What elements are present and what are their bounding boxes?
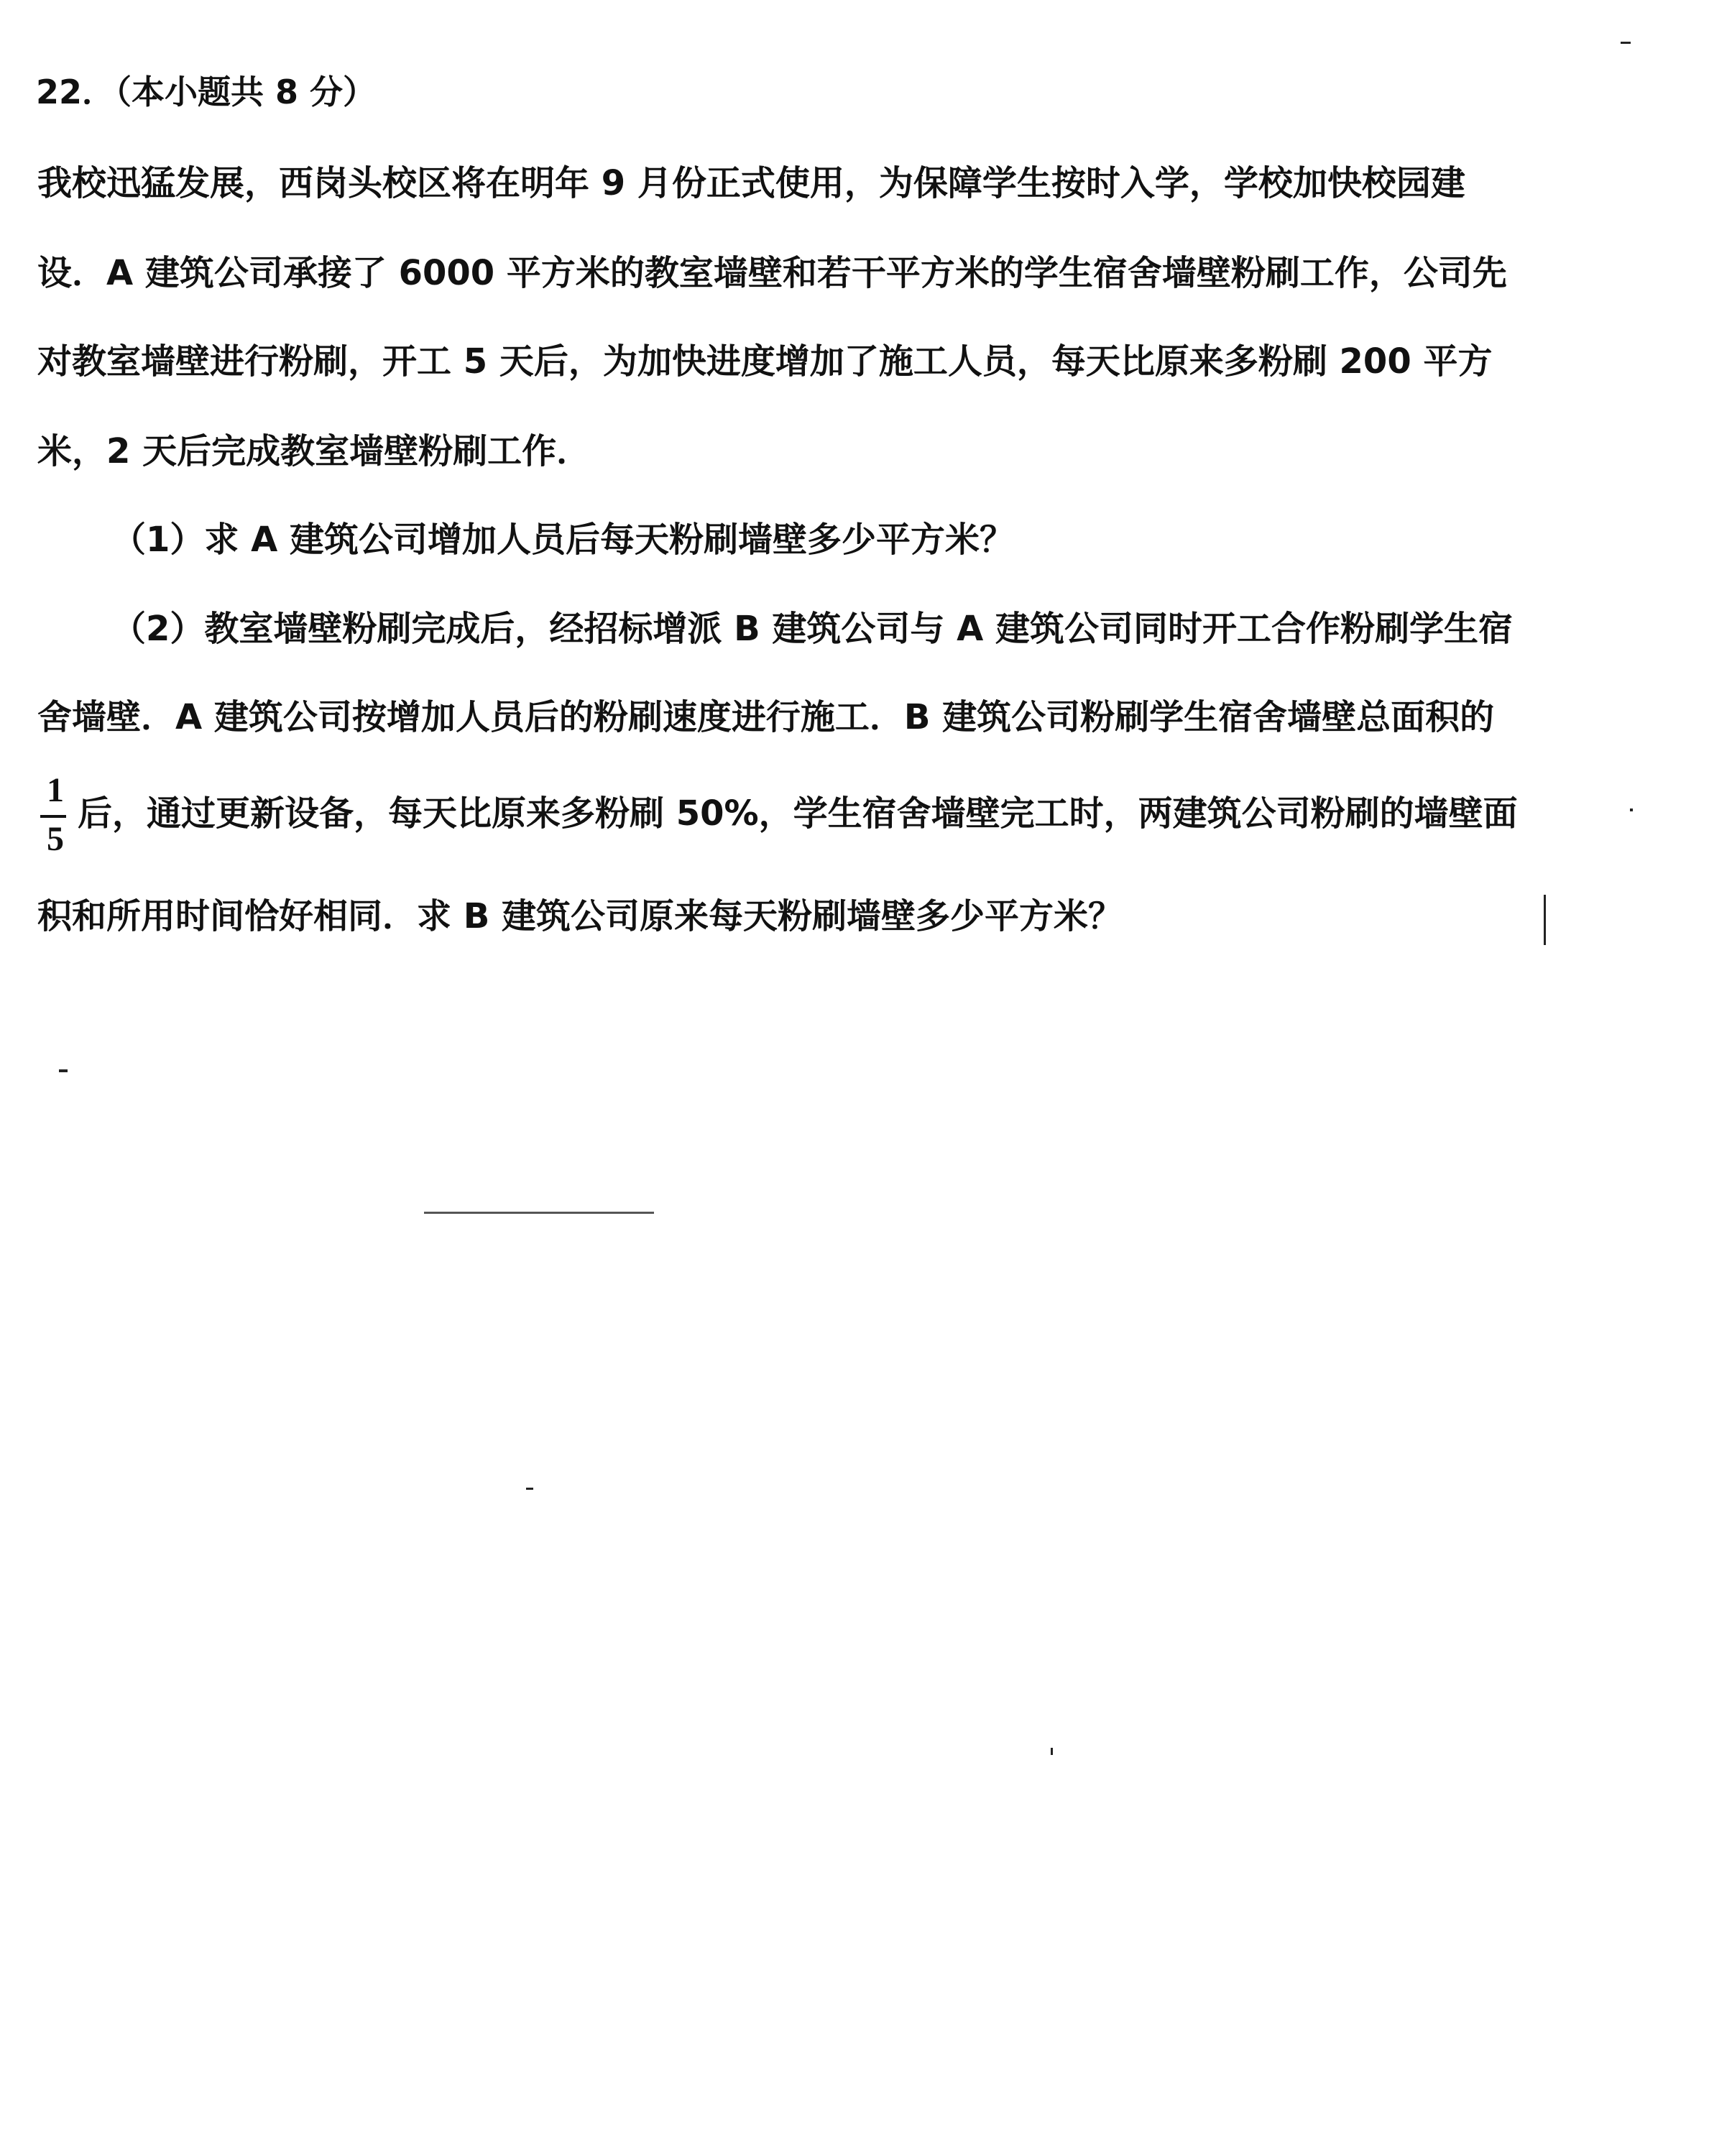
paragraph-line-3: 对教室墙壁进行粉刷，开工 5 天后，为加快进度增加了施工人员，每天比原来多粉刷 200 平方: [37, 341, 1493, 382]
part2-line-2: 舍墙壁．A 建筑公司按增加人员后的粉刷速度进行施工．B 建筑公司粉刷学生宿舍墙壁总面积的: [37, 697, 1495, 737]
scan-mark: [59, 1069, 68, 1072]
fraction-denominator: 5: [47, 820, 64, 858]
question-header: 22．（本小题共 8 分）: [36, 73, 377, 111]
scan-mark: [424, 1212, 654, 1214]
fraction-one-fifth: [40, 770, 69, 864]
part2-line-1: （2）教室墙壁粉刷完成后，经招标增派 B 建筑公司与 A 建筑公司同时开工合作粉刷学生宿: [111, 609, 1513, 649]
scan-mark: [1621, 42, 1631, 44]
part2-line-4: 积和所用时间恰好相同．求 B 建筑公司原来每天粉刷墙壁多少平方米？: [37, 896, 1123, 936]
scan-mark: [1051, 1748, 1053, 1755]
part2-line-3: 后，通过更新设备，每天比原来多粉刷 50%，学生宿舍墙壁完工时，两建筑公司粉刷的墙壁面: [78, 793, 1518, 834]
scan-mark: [1544, 895, 1546, 945]
part1-question: （1）求 A 建筑公司增加人员后每天粉刷墙壁多少平方米？: [111, 520, 1014, 560]
scan-mark: [526, 1488, 533, 1490]
fraction-numerator: 1: [47, 771, 64, 809]
paragraph-line-1: 我校迅猛发展，西岗头校区将在明年 9 月份正式使用，为保障学生按时入学，学校加快校园建: [37, 163, 1465, 203]
scan-mark: [1630, 808, 1633, 811]
fraction-bar: [40, 815, 66, 818]
paragraph-line-2: 设．A 建筑公司承接了 6000 平方米的教室墙壁和若干平方米的学生宿舍墙壁粉刷工作，公司先: [37, 253, 1507, 293]
paragraph-line-4: 米，2 天后完成教室墙壁粉刷工作．: [37, 431, 591, 471]
